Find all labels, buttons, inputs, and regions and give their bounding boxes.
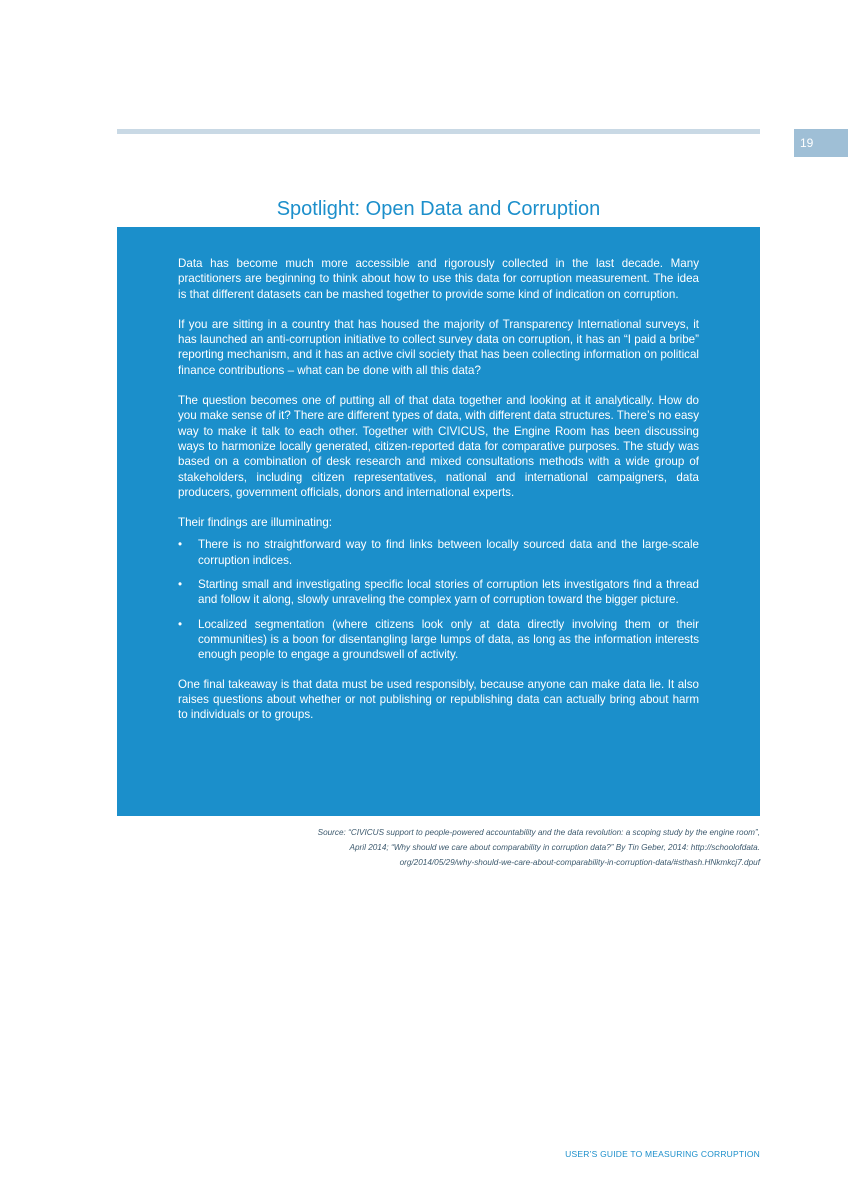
running-footer: USER’S GUIDE TO MEASURING CORRUPTION — [565, 1149, 760, 1159]
list-item-text: Localized segmentation (where citizens look only at data directly involving them or their communities) is a boon for disentangling large lumps of data, as long as the information interests enough people to engage a groundswell of activity. — [198, 617, 699, 662]
paragraph: Data has become much more accessible and rigorously collected in the last decade. Many practitioners are beginning to think about how to use this data for corruption measurement. The idea is that different datasets can be mashed together to provide some kind of indication on corruption. — [178, 257, 699, 301]
list-item-text: There is no straightforward way to find links between locally sourced data and the large-scale corruption indices. — [198, 538, 699, 567]
source-line: org/2014/05/29/why-should-we-care-about-comparability-in-corruption-data/#sthash.HNkmkcj7.dpuf — [399, 858, 760, 867]
findings-lead: Their findings are illuminating: — [178, 516, 333, 530]
bullet-icon: • — [178, 578, 183, 592]
list-item — [178, 617, 699, 663]
bullet-icon: • — [178, 538, 183, 552]
list-item-text: Starting small and investigating specific local stories of corruption lets investigators find a thread and follow it along, slowly unraveling the complex yarn of corruption toward the bigger picture. — [198, 578, 699, 607]
closing-paragraph: One final takeaway is that data must be used responsibly, because anyone can make data lie. It also raises questions about whether or not publishing or republishing data can actually bring about harm to individuals or to groups. — [178, 677, 699, 722]
bullet-icon: • — [178, 617, 183, 631]
top-rule — [117, 129, 760, 134]
list-item — [178, 537, 699, 568]
spotlight-title: Spotlight: Open Data and Corruption — [276, 198, 601, 220]
list-item — [178, 577, 699, 608]
paragraph: If you are sitting in a country that has housed the majority of Transparency International surveys, it has launched an anti-corruption initiative to collect survey data on corruption, it has an “I paid a bribe” reporting mechanism, and it has an active civil society that has been collecting information on political finance contributions – what can be done with all this data? — [178, 317, 699, 377]
source-line: April 2014; “Why should we care about comparability in corruption data?” By Tin Geber, 2014: http://schoolofdata. — [349, 843, 760, 852]
page-number: 19 — [794, 129, 848, 157]
source-citation — [300, 825, 760, 870]
source-line: Source: “CIVICUS support to people-powered accountability and the data revolution: a scoping study by the engine room”, — [317, 828, 760, 837]
spotlight-body — [178, 256, 699, 737]
paragraph: The question becomes one of putting all of that data together and looking at it analytically. How do you make sense of it? There are different types of data, with different data structures. There’s no easy way to make it talk to each other. Together with CIVICUS, the Engine Room has been discussing ways to harmonize locally generated, citizen-reported data for comparative purposes. The study was based on a combination of desk research and mixed consultations methods with a wide group of stakeholders, including citizen representatives, national and international campaigners, data producers, government officials, donors and international experts. — [178, 394, 699, 499]
findings-list — [178, 537, 699, 662]
